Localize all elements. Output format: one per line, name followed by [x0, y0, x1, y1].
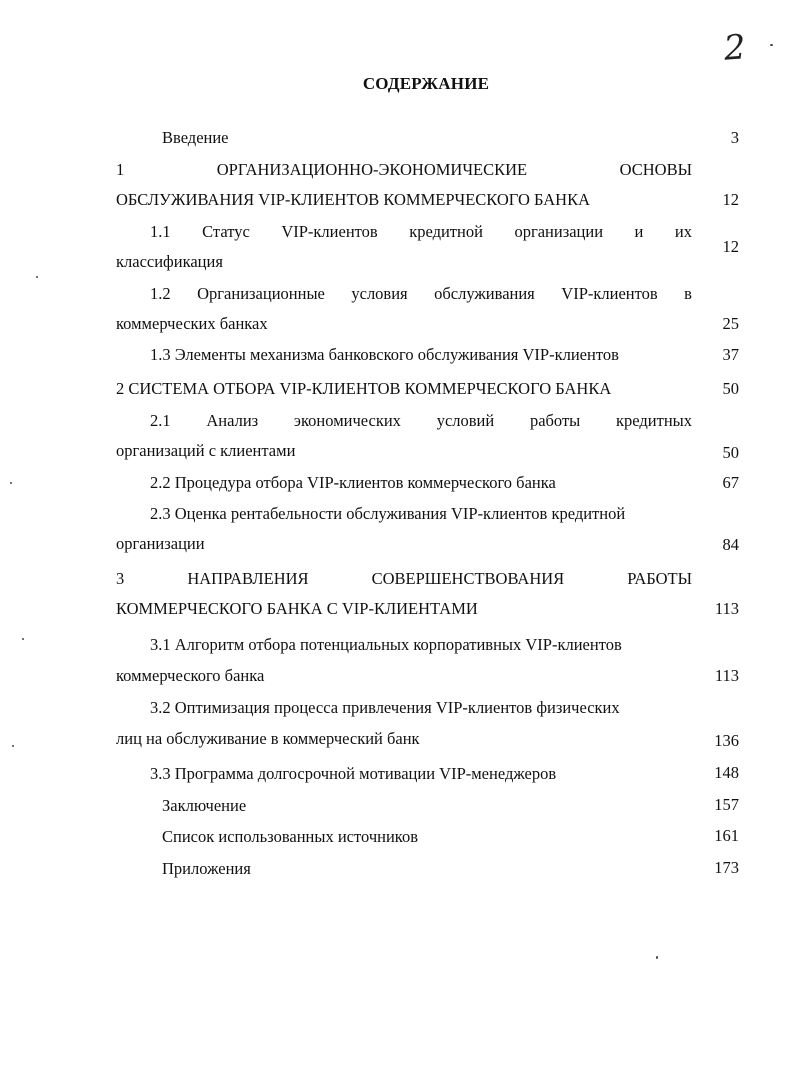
toc-page: 84: [722, 535, 739, 554]
handwritten-page-number: 2: [722, 27, 748, 69]
toc-page: 136: [714, 731, 739, 750]
word: 2.1: [150, 411, 171, 430]
word: 1.2: [150, 284, 171, 303]
toc-page: 113: [714, 599, 739, 618]
toc-label-line1: [150, 411, 692, 431]
toc-label-line2: классификация: [116, 252, 223, 271]
word: Статус: [202, 222, 250, 241]
word: НАПРАВЛЕНИЯ: [187, 569, 309, 588]
scan-speck: [12, 745, 14, 747]
word: их: [674, 222, 692, 241]
word: в: [684, 284, 692, 303]
toc-label-line1: 3.2 Оптимизация процесса привлечения VIP-клиентов физических: [150, 698, 620, 717]
toc-page: 113: [714, 666, 739, 685]
toc-label-line2: коммерческих банках: [116, 314, 268, 333]
toc-label-line2: коммерческого банка: [116, 666, 265, 685]
word: кредитной: [409, 222, 483, 241]
word: 1: [116, 160, 125, 179]
toc-page: 67: [722, 473, 739, 492]
scan-speck: [10, 482, 12, 484]
word: 3: [116, 569, 125, 588]
toc-label-line2: организации: [116, 534, 205, 553]
word: VIP-клиентов: [561, 284, 658, 303]
toc-page: 173: [714, 858, 739, 877]
toc-page: 50: [722, 379, 739, 398]
toc-label: 2.2 Процедура отбора VIP-клиентов коммерческого банка: [150, 473, 556, 492]
toc-page: 37: [722, 345, 739, 364]
toc-page: 25: [722, 314, 739, 333]
toc-label-line1: 2.3 Оценка рентабельности обслуживания VIP-клиентов кредитной: [150, 504, 626, 523]
toc-label-line1: [150, 284, 692, 304]
toc-label: Приложения: [162, 859, 251, 878]
toc-page: 12: [722, 237, 739, 256]
toc-page: 161: [714, 826, 739, 845]
word: СОВЕРШЕНСТВОВАНИЯ: [371, 569, 565, 588]
toc-label: Заключение: [162, 796, 247, 815]
word: условий: [436, 411, 495, 430]
scan-speck: [22, 638, 24, 640]
toc-label-line2: организаций с клиентами: [116, 441, 296, 460]
toc-label-line2: лиц на обслуживание в коммерческий банк: [116, 729, 420, 748]
word: РАБОТЫ: [627, 569, 692, 588]
toc-label-line2: ОБСЛУЖИВАНИЯ VIP-КЛИЕНТОВ КОММЕРЧЕСКОГО БАНКА: [116, 190, 590, 209]
word: Анализ: [206, 411, 259, 430]
word: ОСНОВЫ: [619, 160, 692, 179]
word: ОРГАНИЗАЦИОННО-ЭКОНОМИЧЕСКИЕ: [216, 160, 528, 179]
toc-label-line1: [150, 222, 692, 242]
word: обслуживания: [434, 284, 535, 303]
toc-page: 148: [714, 763, 739, 782]
toc-label: 3.3 Программа долгосрочной мотивации VIP-менеджеров: [150, 764, 557, 783]
word: условия: [351, 284, 408, 303]
toc-label: Введение: [162, 128, 229, 147]
word: VIP-клиентов: [281, 222, 378, 241]
word: и: [634, 222, 644, 241]
scan-speck: [770, 44, 773, 46]
toc-label-line1: [116, 160, 692, 180]
toc-page: 157: [714, 795, 739, 814]
word: кредитных: [616, 411, 692, 430]
toc-page: 3: [730, 128, 739, 147]
word: Организационные: [197, 284, 325, 303]
page-title: СОДЕРЖАНИЕ: [362, 74, 490, 93]
toc-label: Список использованных источников: [162, 827, 418, 846]
scan-speck: [36, 276, 38, 278]
toc-label-line1: [116, 569, 692, 589]
word: работы: [529, 411, 581, 430]
toc-page: 50: [722, 443, 739, 462]
word: экономических: [293, 411, 401, 430]
word: организации: [514, 222, 604, 241]
toc-label: 1.3 Элементы механизма банковского обслуживания VIP-клиентов: [150, 345, 619, 364]
toc-page: 12: [722, 190, 739, 209]
toc-label: 2 СИСТЕМА ОТБОРА VIP-КЛИЕНТОВ КОММЕРЧЕСКОГО БАНКА: [116, 379, 612, 398]
scan-speck: [656, 956, 658, 959]
word: 1.1: [150, 222, 171, 241]
toc-label-line1: 3.1 Алгоритм отбора потенциальных корпоративных VIP-клиентов: [150, 635, 622, 654]
toc-label-line2: КОММЕРЧЕСКОГО БАНКА С VIP-КЛИЕНТАМИ: [116, 599, 478, 618]
